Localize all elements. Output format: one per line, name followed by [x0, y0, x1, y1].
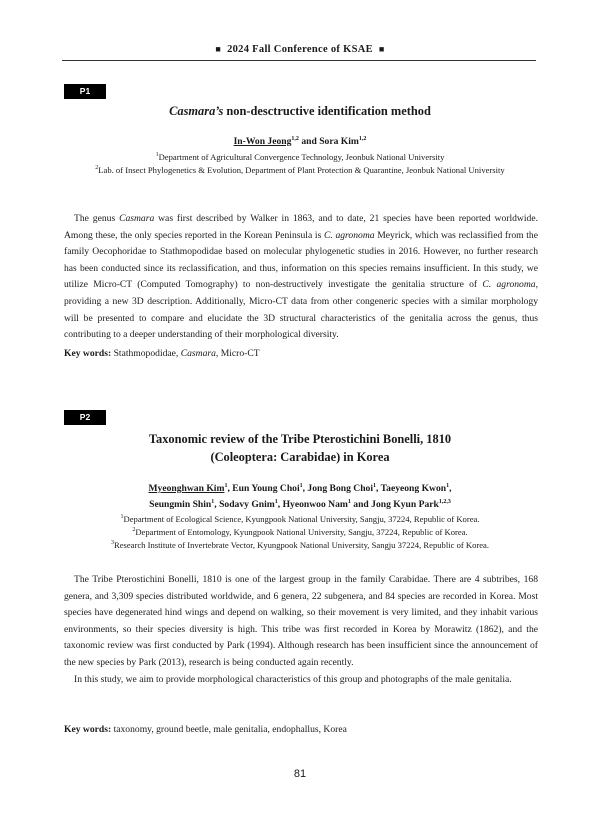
text-run: Meyrick, which was reclassified from the family Oecophoridae to Stathmopodidae based on molecular phylogenetic studies in 2016. However, no further research has been conducted since its reclassification, and thus, information on this species remains insufficient. In this study, we utilize Micro-CT (Computed Tomography) to non-destructively investigate the genitalia structure of — [64, 229, 538, 291]
author-affil-sup: 1 — [347, 499, 351, 505]
affil-sup: 1 — [120, 514, 124, 520]
author-line — [62, 497, 538, 513]
author-name: Hyeonwoo Nam — [282, 499, 348, 510]
author-affil-sup: 1,2,3 — [438, 499, 451, 505]
keyword-text: taxonomy, ground beetle, male genitalia, endophallus, Korea — [113, 724, 347, 735]
author-name: In-Won Jeong — [233, 136, 292, 147]
keyword-text: , Micro-CT — [215, 348, 260, 359]
author-affil-sup: 1 — [211, 499, 215, 505]
keywords-label: Key words: — [64, 724, 112, 735]
text-run-italic: Casmara — [119, 213, 155, 224]
author-separator: , — [214, 499, 220, 510]
author-name: Seungmin Shin — [149, 499, 212, 510]
author-affil-sup: 1 — [274, 499, 278, 505]
affil-text: Department of Entomology, Kyungpook National University, Sangju, 37224, Republic of Korea. — [135, 527, 468, 538]
affil-sup: 1 — [155, 152, 159, 158]
affil-sup: 3 — [110, 540, 114, 547]
author-name: Jong Bong Choi — [307, 483, 373, 494]
keywords — [64, 347, 538, 361]
abstract-paragraph: The Tribe Pterostichini Bonelli, 1810 is one of the largest group in the family Carabidae. There are 4 subtribes, 168 genera, and 3,309 species distributed worldwide, and 6 genera, 22 subgenera, and 84 species are recorded in Korea. Most species have degenerated hind wings and depend on walking, so their movement is very limited, and they inhabit various environments, so their species diversity is high. This tribe was first recorded in Korea by Morawitz (1862), and the taxonomic review was first conducted by Park (1994). Although research has been insufficient since the announcement of the new species by Park (2013), research is being conducted again recently. — [64, 574, 538, 668]
page-number: 81 — [293, 768, 307, 780]
affil-sup: 2 — [132, 527, 136, 534]
author-separator: , — [376, 483, 381, 494]
author-affil-sup: 1,2 — [291, 136, 299, 142]
affil-text: Lab. of Insect Phylogenetics & Evolution, Department of Plant Protection & Quarantine, Jeonbuk National University — [98, 165, 505, 176]
affiliation-list — [54, 513, 546, 553]
author-separator: , — [449, 483, 452, 494]
affiliation — [54, 539, 546, 552]
author-separator: and — [298, 136, 320, 147]
keywords — [64, 723, 538, 737]
abstract-tag: P1 — [64, 84, 106, 99]
text-run: , providing a new 3D description. Additionally, Micro-CT data from other congeneric species with a similar morphology will be presented to compare and elucidate the 3D structural characteristics of the genitalia across the genus, thus contributing to a deeper understanding of their morphological diversity. — [64, 279, 538, 341]
author-separator: and — [350, 499, 372, 510]
author-name: Myeonghwan Kim — [148, 483, 225, 494]
keyword-italic: Casmara — [180, 348, 216, 359]
keywords-label: Key words: — [64, 348, 112, 359]
abstract-body — [64, 572, 538, 688]
author-name: Jong Kyun Park — [371, 499, 439, 510]
author-separator: , — [277, 499, 283, 510]
affiliation — [54, 164, 546, 177]
conference-title: 2024 Fall Conference of KSAE — [227, 44, 373, 55]
text-run: The genus — [74, 213, 120, 224]
affil-sup: 2 — [95, 165, 99, 172]
affiliation — [54, 526, 546, 539]
square-bullet-icon: ■ — [215, 44, 222, 54]
affil-text: Research Institute of Invertebrate Vector, Kyungpook National University, Sangju 37224, Republic of Korea. — [113, 540, 490, 551]
title-rest: non-desctructive identification method — [223, 104, 431, 118]
author-name: Sora Kim — [319, 136, 359, 147]
author-affil-sup: 1 — [299, 483, 303, 489]
abstract-title — [62, 430, 538, 466]
title-line: Taxonomic review of the Tribe Pterostichini Bonelli, 1810 — [148, 432, 452, 446]
affil-text: Department of Agricultural Convergence Technology, Jeonbuk National University — [158, 152, 445, 162]
author-separator: , — [302, 483, 308, 494]
author-name: Taeyeong Kwon — [380, 483, 447, 494]
abstract-title — [62, 102, 538, 120]
abstract-paragraph: In this study, we aim to provide morphological characteristics of this group and photographs of the male genitalia. — [74, 673, 512, 685]
abstract-paragraph — [64, 211, 538, 344]
abstract-body — [64, 211, 538, 344]
text-run-italic: C. agronoma — [482, 279, 536, 291]
author-line — [62, 481, 538, 497]
keyword-text: Stathmopodidae, — [113, 348, 181, 359]
header-rule — [62, 60, 536, 61]
author-affil-sup: 1 — [224, 483, 228, 489]
author-list — [62, 481, 538, 513]
author-list — [62, 134, 538, 150]
affil-text: Department of Ecological Science, Kyungpook National University, Sangju, 37224, Republic of Korea. — [123, 514, 480, 524]
title-italic-part: Casmara’s — [169, 104, 224, 118]
affiliation — [54, 151, 546, 164]
text-run-italic: C. agronoma — [323, 229, 375, 241]
author-name: Eun Young Choi — [232, 483, 300, 494]
running-header — [0, 44, 600, 55]
author-affil-sup: 1 — [446, 483, 450, 489]
author-affil-sup: 1,2 — [358, 136, 367, 142]
affiliation — [54, 513, 546, 526]
author-name: Sodavy Gnim — [219, 499, 275, 510]
affiliation-list — [54, 151, 546, 177]
author-affil-sup: 1 — [373, 483, 376, 489]
title-line: (Coleoptera: Carabidae) in Korea — [210, 450, 390, 464]
author-separator: , — [227, 483, 233, 494]
abstract-tag: P2 — [64, 410, 106, 425]
text-run: was first described by Walker in 1863, and to date, 21 species have been reported worldwide. Among these, the only species reported in the Korean Peninsula is — [64, 213, 538, 241]
square-bullet-icon: ■ — [378, 44, 385, 54]
